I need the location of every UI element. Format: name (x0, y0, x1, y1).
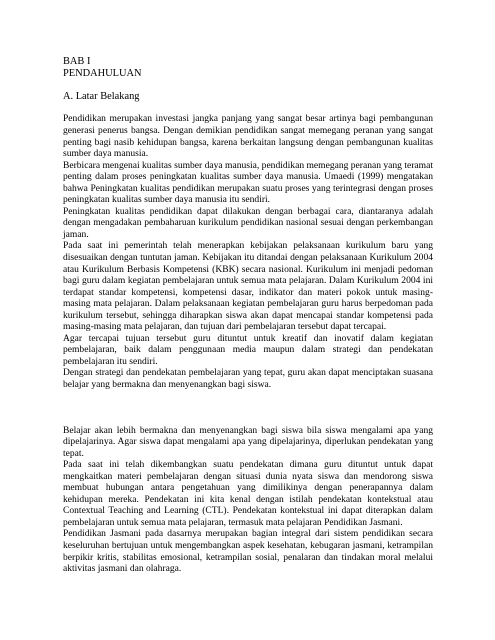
paragraph: Peningkatan kualitas pendidikan dapat dilakukan dengan berbagai cara, diantaranya adalah dengan mengadakan pembaharuan kurikulum pendidikan nasional sesuai dengan perkembangan jaman. (63, 205, 433, 240)
paragraph: Pendidikan merupakan investasi jangka panjang yang sangat besar artinya bagi pembangunan generasi penerus bangsa. Dengan demikian pendidikan sangat memegang peranan yang sangat penting bagi nasib kehidupan bangsa, karena berkaitan langsung dengan pembangunan kualitas sumber daya manusia. (63, 113, 433, 160)
paragraph: Pada saat ini pemerintah telah menerapkan kebijakan pelaksanaan kurikulum baru yang disesuaikan dengan tuntutan jaman. Kebijakan itu ditandai dengan pelaksanaan Kurikulum 2004 atau Kurikulum Berbasis Kompetensi (KBK) secara nasional. Kurikulum ini menjadi pedoman bagi guru dalam kegiatan pembelajaran untuk semua mata pelajaran. Dalam Kurikulum 2004 ini terdapat standar kompetensi, kompetensi dasar, indikator dan materi pokok untuk masing-masing mata pelajaran. Dalam pelaksanaan kegiatan pembelajaran guru harus berpedoman pada kurikulum tersebut, sehingga diharapkan siswa akan dapat mencapai standar kompetensi pada masing-masing mata pelajaran, dan tujuan dari pembelajaran tersebut dapat tercapai. (63, 240, 433, 333)
paragraph: Berbicara mengenai kualitas sumber daya manusia, pendidikan memegang peranan yang teramat penting dalam proses peningkatan kualitas sumber daya manusia. Umaedi (1999) mengatakan bahwa Peningkatan kualitas pendidikan merupakan suatu proses yang terintegrasi dengan proses peningkatan kualitas sumber daya manusia itu sendiri. (63, 159, 433, 206)
section-heading: A. Latar Belakang (63, 91, 140, 103)
paragraph: Agar tercapai tujuan tersebut guru dituntut untuk kreatif dan inovatif dalam kegiatan pembelajaran, baik dalam penggunaan media maupun dalam strategi dan pendekatan pembelajaran itu sendiri. (63, 332, 433, 367)
paragraph: Dengan strategi dan pendekatan pembelajaran yang tepat, guru akan dapat menciptakan suasana belajar yang bermakna dan menyenangkan bagi siswa. (63, 367, 433, 390)
chapter-title: PENDAHULUAN (63, 68, 142, 80)
body-block-1 (63, 113, 433, 390)
body-block-2 (63, 425, 433, 575)
paragraph: Pendidikan Jasmani pada dasarnya merupakan bagian integral dari sistem pendidikan secara keseluruhan bertujuan untuk mengembangkan aspek kesehatan, kebugaran jasmani, ketrampilan berpikir kritis, stabilitas emosional, ketrampilan sosial, penalaran dan tindakan moral melalui aktivitas jasmani dan olahraga. (63, 528, 433, 575)
paragraph: Pada saat ini telah dikembangkan suatu pendekatan dimana guru dituntut untuk dapat mengkaitkan materi pembelajaran dengan situasi dunia nyata siswa dan mendorong siswa membuat hubungan antara pengetahuan yang dimilikinya dengan penerapannya dalam kehidupan mereka. Pendekatan ini kita kenal dengan istilah pendekatan kontekstual atau Contextual Teaching and Learning (CTL). Pendekatan kontekstual ini dapat diterapkan dalam pembelajaran untuk semua mata pelajaran, termasuk mata pelajaran Pendidikan Jasmani. (63, 459, 433, 528)
paragraph: Belajar akan lebih bermakna dan menyenangkan bagi siswa bila siswa mengalami apa yang dipelajarinya. Agar siswa dapat mengalami apa yang dipelajarinya, diperlukan pendekatan yang tepat. (63, 424, 433, 459)
chapter-number: BAB I (63, 56, 91, 67)
